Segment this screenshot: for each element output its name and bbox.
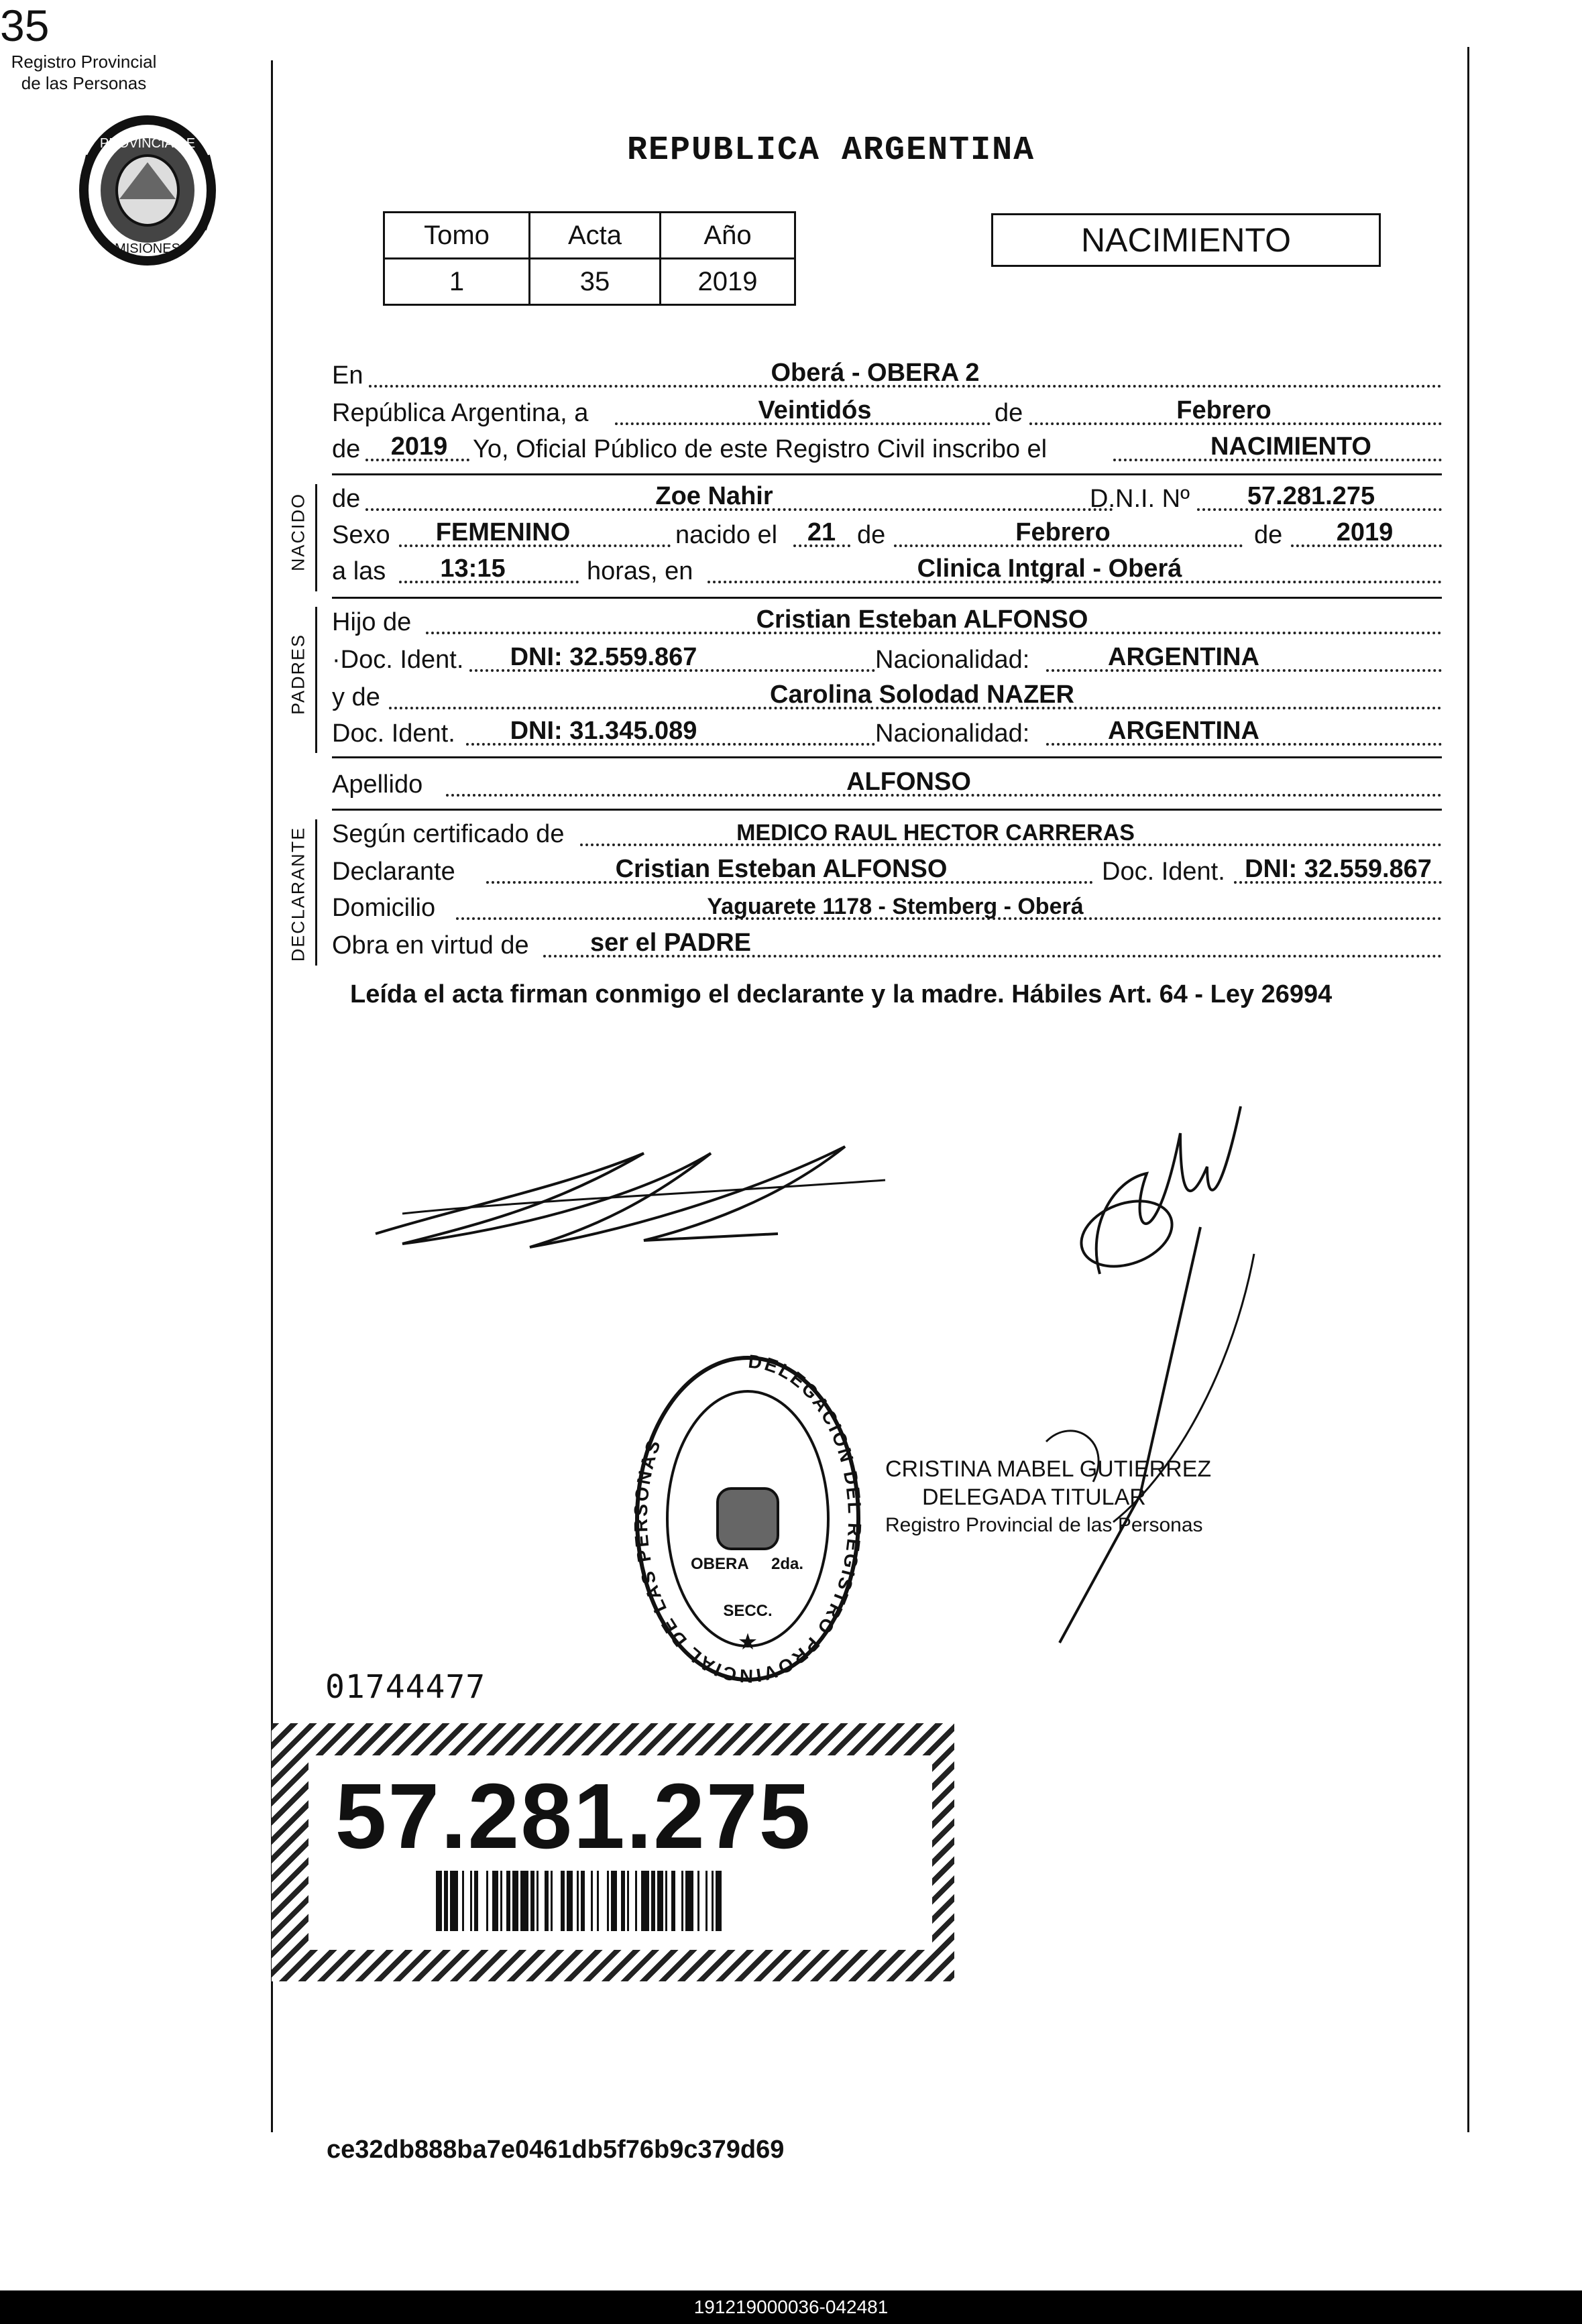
- de-label: de: [1254, 521, 1283, 549]
- barcode-bar: [462, 1871, 464, 1931]
- certificado-label: Según certificado de: [332, 820, 565, 848]
- hijo-label: Hijo de: [332, 608, 412, 636]
- barcode-bar: [651, 1871, 655, 1931]
- section-bracket: [315, 819, 317, 966]
- seal-inner-right-text: 2da.: [771, 1555, 804, 1573]
- row-hijo: [332, 601, 1442, 641]
- nacido-de-label: de: [332, 485, 361, 513]
- mother-doc-value: DNI: 31.345.089: [510, 717, 697, 745]
- birth-year-value: 2019: [1336, 518, 1394, 546]
- seal-ring-text: DELEGACION DEL REGISTRO PROVINCIAL DE LAS PERSONAS: [630, 1350, 866, 1687]
- seal-star-icon: ★: [737, 1629, 758, 1655]
- birth-day-value: 21: [807, 518, 836, 546]
- birth-month-value: Febrero: [1015, 518, 1111, 546]
- signer-name: CRISTINA MABEL GUTIERREZ: [885, 1456, 1212, 1482]
- de-label: de: [995, 399, 1023, 427]
- horas-label: horas, en: [587, 557, 693, 585]
- section-label-padres: PADRES: [288, 633, 308, 715]
- nacido-el-label: nacido el: [675, 521, 778, 549]
- separator-line: [332, 756, 1442, 758]
- child-name-value: Zoe Nahir: [655, 482, 773, 510]
- birth-place-value: Clinica Intgral - Oberá: [917, 555, 1182, 583]
- domicilio-label: Domicilio: [332, 894, 436, 922]
- year-value: 2019: [390, 432, 448, 461]
- logo-top-text: PROVINCIA DE: [99, 136, 196, 151]
- inscribo-label: Yo, Oficial Público de este Registro Civil inscribo el: [473, 435, 1048, 463]
- serial-number: 01744477: [325, 1668, 486, 1706]
- separator-line: [332, 597, 1442, 599]
- row-declarante: [332, 850, 1442, 890]
- en-label: En: [332, 361, 363, 390]
- barcode-bar: [641, 1871, 649, 1931]
- inscribo-value: NACIMIENTO: [1210, 432, 1371, 461]
- barcode-bar: [551, 1871, 553, 1931]
- row-apellido: [332, 763, 1442, 803]
- record-table: [383, 211, 796, 306]
- row-certificado: [332, 813, 1442, 853]
- doc-ident-label: Doc. Ident.: [1102, 858, 1225, 886]
- barcode-bar: [506, 1871, 510, 1931]
- dni-label: D.N.I. Nº: [1090, 485, 1190, 513]
- barcode-bar: [520, 1871, 528, 1931]
- republica-label: República Argentina, a: [332, 399, 589, 427]
- day-value: Veintidós: [758, 396, 872, 424]
- barcode-bar: [444, 1871, 448, 1931]
- table-header-acta: Acta: [530, 213, 661, 259]
- declarante-doc-value: DNI: 32.559.867: [1245, 855, 1432, 883]
- section-bracket: [315, 484, 317, 591]
- section-label-nacido: NACIDO: [288, 493, 308, 572]
- obra-value: ser el PADRE: [589, 929, 752, 957]
- barcode-bar: [436, 1871, 442, 1931]
- declarante-value: Cristian Esteban ALFONSO: [615, 855, 948, 883]
- doc-ident-label: ·Doc. Ident.: [332, 646, 464, 674]
- birth-time-value: 13:15: [440, 555, 506, 583]
- a-las-label: a las: [332, 557, 386, 585]
- month-value: Febrero: [1176, 396, 1272, 424]
- apellido-value: ALFONSO: [846, 768, 971, 796]
- signer-stamp: [885, 1455, 1211, 1539]
- certificado-value: MEDICO RAUL HECTOR CARRERAS: [736, 820, 1135, 846]
- row-father-doc: [332, 638, 1442, 679]
- barcode-bar: [716, 1871, 722, 1931]
- right-margin-line: [1467, 47, 1469, 2132]
- barcode-bar: [681, 1871, 683, 1931]
- row-name: [332, 477, 1442, 518]
- coat-of-arms-logo: [72, 115, 223, 266]
- row-obra: [332, 924, 1442, 964]
- row-domicilio: [332, 886, 1442, 927]
- barcode: [436, 1871, 811, 1931]
- barcode-bar: [685, 1871, 693, 1931]
- mother-nationality-value: ARGENTINA: [1108, 717, 1259, 745]
- barcode-bar: [474, 1871, 478, 1931]
- separator-line: [332, 473, 1442, 475]
- barcode-bar: [561, 1871, 565, 1931]
- barcode-bar: [611, 1871, 617, 1931]
- father-name-value: Cristian Esteban ALFONSO: [756, 605, 1088, 634]
- registry-caption: [0, 51, 168, 94]
- logo-bottom-text: MISIONES: [115, 241, 180, 256]
- child-dni-value: 57.281.275: [1247, 482, 1375, 510]
- barcode-bar: [450, 1871, 458, 1931]
- barcode-bar: [712, 1871, 714, 1931]
- barcode-bar: [512, 1871, 518, 1931]
- domicilio-value: Yaguarete 1178 - Stemberg - Oberá: [707, 894, 1084, 919]
- registry-caption-line2: de las Personas: [21, 73, 147, 93]
- dni-label-number: 57.281.275: [335, 1765, 812, 1868]
- barcode-bar: [635, 1871, 637, 1931]
- row-inscribo: [332, 428, 1442, 468]
- registry-seal-stamp: [627, 1348, 868, 1690]
- record-type-box: NACIMIENTO: [991, 213, 1381, 267]
- signer-role: DELEGADA TITULAR: [922, 1485, 1146, 1510]
- mother-name-value: Carolina Solodad NAZER: [770, 681, 1074, 709]
- sexo-label: Sexo: [332, 521, 390, 549]
- obra-label: Obra en virtud de: [332, 931, 529, 960]
- de2-label: de: [332, 435, 361, 463]
- de-label: de: [857, 521, 886, 549]
- father-nationality-value: ARGENTINA: [1108, 643, 1259, 671]
- barcode-bar: [591, 1871, 593, 1931]
- barcode-bar: [705, 1871, 708, 1931]
- barcode-bar: [545, 1871, 549, 1931]
- barcode-bar: [607, 1871, 609, 1931]
- barcode-bar: [470, 1871, 472, 1931]
- barcode-bar: [597, 1871, 599, 1931]
- nacionalidad-label: Nacionalidad:: [875, 646, 1030, 674]
- seal-inner-bottom-text: SECC.: [723, 1602, 773, 1620]
- barcode-bar: [621, 1871, 625, 1931]
- page-number: 35: [0, 1, 50, 50]
- y-de-label: y de: [332, 683, 380, 711]
- official-signature: [925, 1093, 1288, 1696]
- apellido-label: Apellido: [332, 770, 423, 799]
- barcode-bar: [486, 1871, 488, 1931]
- table-cell-tomo: 1: [384, 259, 530, 305]
- barcode-bar: [671, 1871, 675, 1931]
- document-hash: ce32db888ba7e0461db5f76b9c379d69: [327, 2136, 785, 2164]
- row-en: [332, 354, 1442, 394]
- barcode-bar: [536, 1871, 539, 1931]
- signer-office: Registro Provincial de las Personas: [885, 1514, 1203, 1536]
- declarante-label: Declarante: [332, 858, 455, 886]
- nacionalidad-label: Nacionalidad:: [875, 719, 1030, 748]
- table-header-tomo: Tomo: [384, 213, 530, 259]
- row-mother-doc: [332, 712, 1442, 752]
- barcode-bar: [530, 1871, 534, 1931]
- table-cell-ano: 2019: [661, 259, 795, 305]
- table-cell-acta: 35: [530, 259, 661, 305]
- barcode-bar: [492, 1871, 498, 1931]
- row-republica: [332, 392, 1442, 432]
- barcode-bar: [697, 1871, 699, 1931]
- barcode-bar: [500, 1871, 502, 1931]
- barcode-bar: [627, 1871, 629, 1931]
- row-madre: [332, 676, 1442, 716]
- footer-id: 191219000036-042481: [0, 2290, 1582, 2324]
- father-doc-value: DNI: 32.559.867: [510, 643, 697, 671]
- registry-caption-line1: Registro Provincial: [11, 52, 157, 72]
- barcode-bar: [577, 1871, 579, 1931]
- country-title: REPUBLICA ARGENTINA: [627, 131, 1035, 170]
- row-sexo: [332, 514, 1442, 554]
- barcode-bar: [567, 1871, 573, 1931]
- en-value: Oberá - OBERA 2: [771, 359, 980, 387]
- seal-inner-left-text: OBERA: [691, 1555, 749, 1573]
- table-header-ano: Año: [661, 213, 795, 259]
- barcode-bar: [665, 1871, 667, 1931]
- section-label-declarante: DECLARANTE: [288, 826, 308, 962]
- declarant-signature: [362, 1126, 899, 1261]
- separator-line: [332, 809, 1442, 811]
- row-hora: [332, 550, 1442, 590]
- doc-ident-label: Doc. Ident.: [332, 719, 455, 748]
- sexo-value: FEMENINO: [435, 518, 571, 546]
- barcode-bar: [657, 1871, 663, 1931]
- barcode-bar: [581, 1871, 585, 1931]
- section-bracket: [315, 607, 317, 753]
- closing-statement: Leída el acta firman conmigo el declarante y la madre. Hábiles Art. 64 - Ley 26994: [350, 980, 1333, 1008]
